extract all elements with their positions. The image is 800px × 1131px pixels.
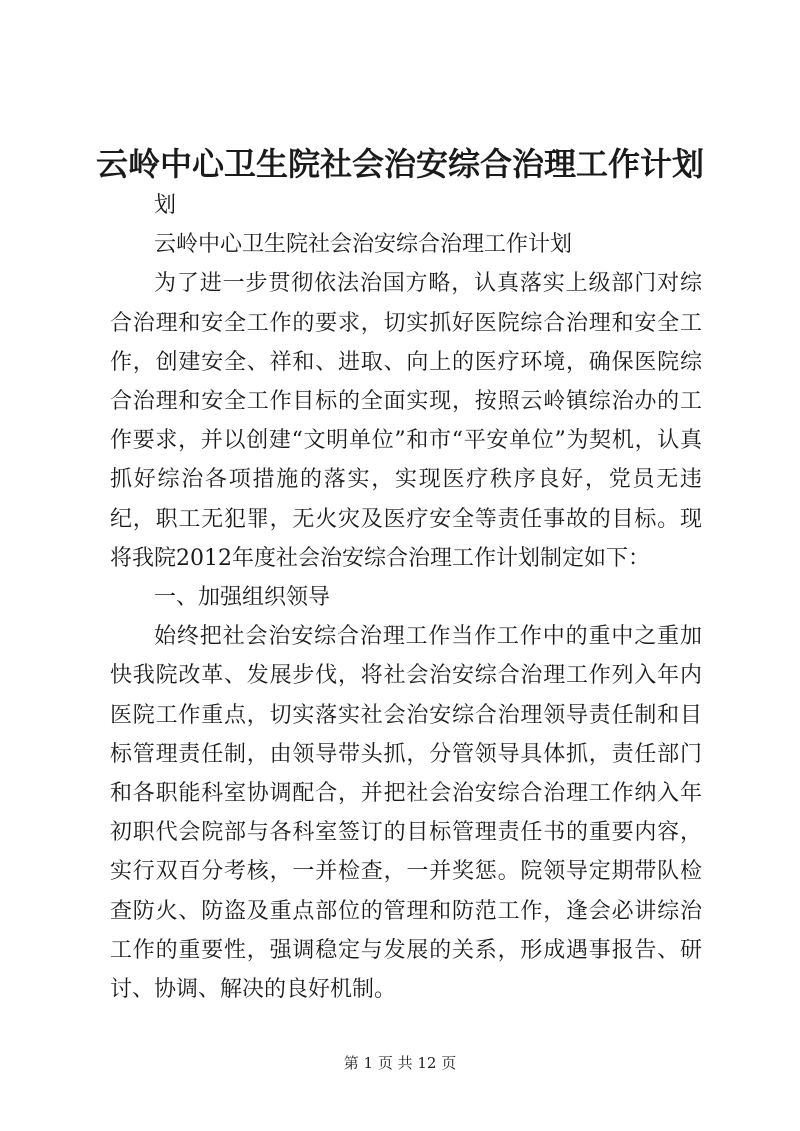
paragraph-section-1: 始终把社会治安综合治理工作当作工作中的重中之重加快我院改革、发展步伐，将社会治安综合治理工作列入年内医院工作重点，切实落实社会治安综合治理领导责任制和目标管理责任制，由领导带头抓，分管领导具体抓，责任部门和各职能科室协调配合，并把社会治安综合治理工作纳入年初职代会院部与各科室签订的目标管理责任书的重要内容，实行双百分考核，一并检查，一并奖惩。院领导定期带队检查防火、防盗及重点部位的管理和防范工作，逢会必讲综治工作的重要性，强调稳定与发展的关系，形成遇事报告、研讨、协调、解决的良好机制。 — [110, 624, 702, 1003]
page-footer: 第 1 页 共 12 页 — [343, 1054, 457, 1072]
section-heading: 一、加强组织领导 — [154, 585, 331, 611]
paragraph-intro: 为了进一步贯彻依法治国方略，认真落实上级部门对综合治理和安全工作的要求，切实抓好医院综合治理和安全工作，创建安全、祥和、进取、向上的医疗环境，确保医院综合治理和安全工作目标的全面实现，按照云岭镇综治办的工作要求，并以创建“文明单位”和市“平安单位”为契机，认真抓好综治各项措施的落实，实现医疗秩序良好，党员无违纪，职工无犯罪，无火灾及医疗安全等责任事故的目标。现将我院2012年度社会治安综合治理工作计划制定如下： — [110, 271, 702, 571]
paragraph-subtitle: 云岭中心卫生院社会治安综合治理工作计划 — [154, 232, 573, 258]
paragraph-fragment: 划 — [154, 193, 177, 218]
document-title: 云岭中心卫生院社会治安综合治理工作计划 — [95, 145, 704, 183]
document-body — [110, 186, 702, 1009]
